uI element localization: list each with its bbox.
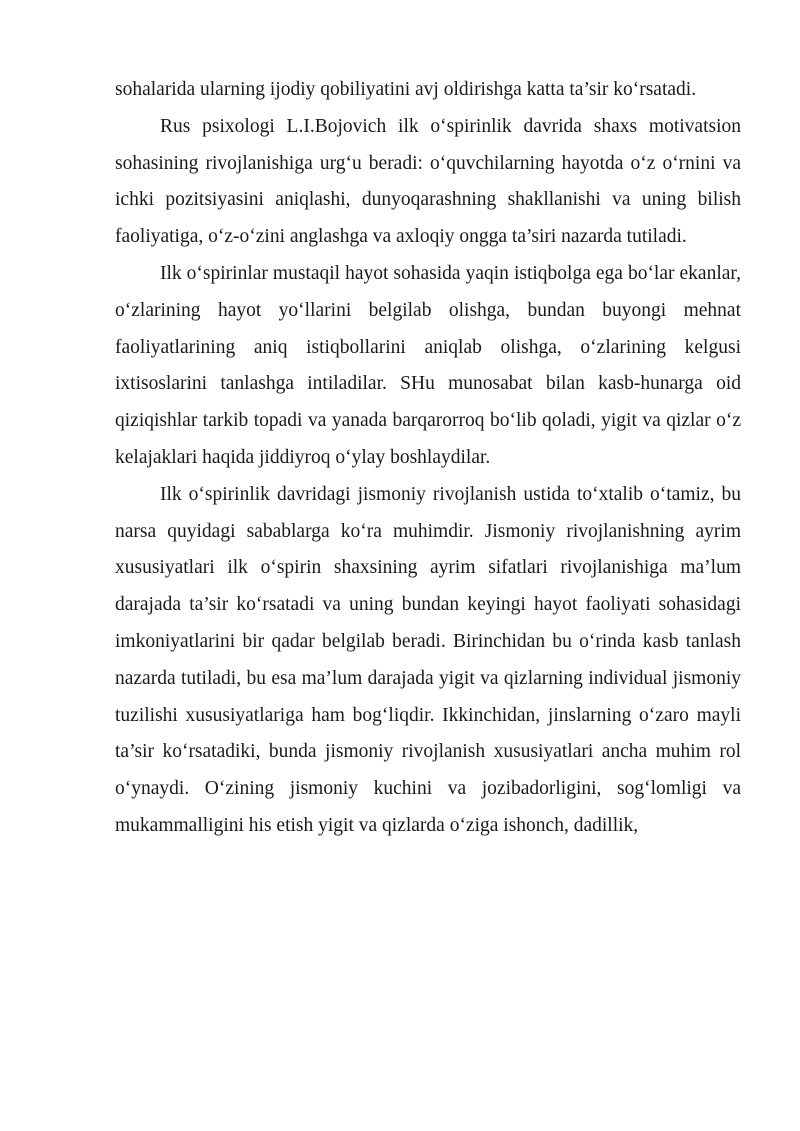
paragraph-4: Ilk o‘spirinlik davridagi jismoniy rivojlanish ustida to‘xtalib o‘tamiz, bu narsa quyidagi sabablarga ko‘ra muhimdir. Jismoniy rivojlanishning ayrim xususiyatlari ilk o‘spirin shaxsining ayrim sifatlari rivojlanishiga ma’lum darajada ta’sir ko‘rsatadi va uning bundan keyingi hayot faoliyati sohasidagi imkoniyatlarini bir qadar belgilab beradi. Birinchidan bu o‘rinda kasb tanlash nazarda tutiladi, bu esa ma’lum darajada yigit va qizlarning individual jismoniy tuzilishi xususiyatlariga ham bog‘liqdir. Ikkinchidan, jinslarning o‘zaro mayli ta’sir ko‘rsatadiki, bunda jismoniy rivojlanish xususiyatlari ancha muhim rol o‘ynaydi. O‘zining jismoniy kuchini va jozibadorligini, sog‘lomligi va mukammalligini his etish yigit va qizlarda o‘ziga ishonch, dadillik, xyxy=(115,483,741,836)
paragraph-1: sohalarida ularning ijodiy qobiliyatini avj oldirishga katta ta’sir ko‘rsatadi. xyxy=(115,79,697,100)
paragraph-3: Ilk o‘spirinlar mustaqil hayot sohasida yaqin istiqbolga ega bo‘lar ekanlar, o‘zlarining hayot yo‘llarini belgilab olishga, bundan buyongi mehnat faoliyatlarining aniq istiqbollarini aniqlab olishga, o‘zlarining kelgusi ixtisoslarini tanlashga intiladilar. SHu munosabat bilan kasb-hunarga oid qiziqishlar tarkib topadi va yanada barqarorroq bo‘lib qoladi, yigit va qizlar o‘z kelajaklari haqida jiddiyroq o‘ylay boshlaydilar. xyxy=(115,262,741,468)
document-body xyxy=(115,72,741,845)
paragraph-2: Rus psixologi L.I.Bojovich ilk o‘spirinlik davrida shaxs motivatsion sohasining rivojlanishiga urg‘u beradi: o‘quvchilarning hayotda o‘z o‘rnini va ichki pozitsiyasini aniqlashi, dunyoqarashning shakllanishi va uning bilish faoliyatiga, o‘z-o‘zini anglashga va axloqiy ongga ta’siri nazarda tutiladi. xyxy=(115,115,741,248)
